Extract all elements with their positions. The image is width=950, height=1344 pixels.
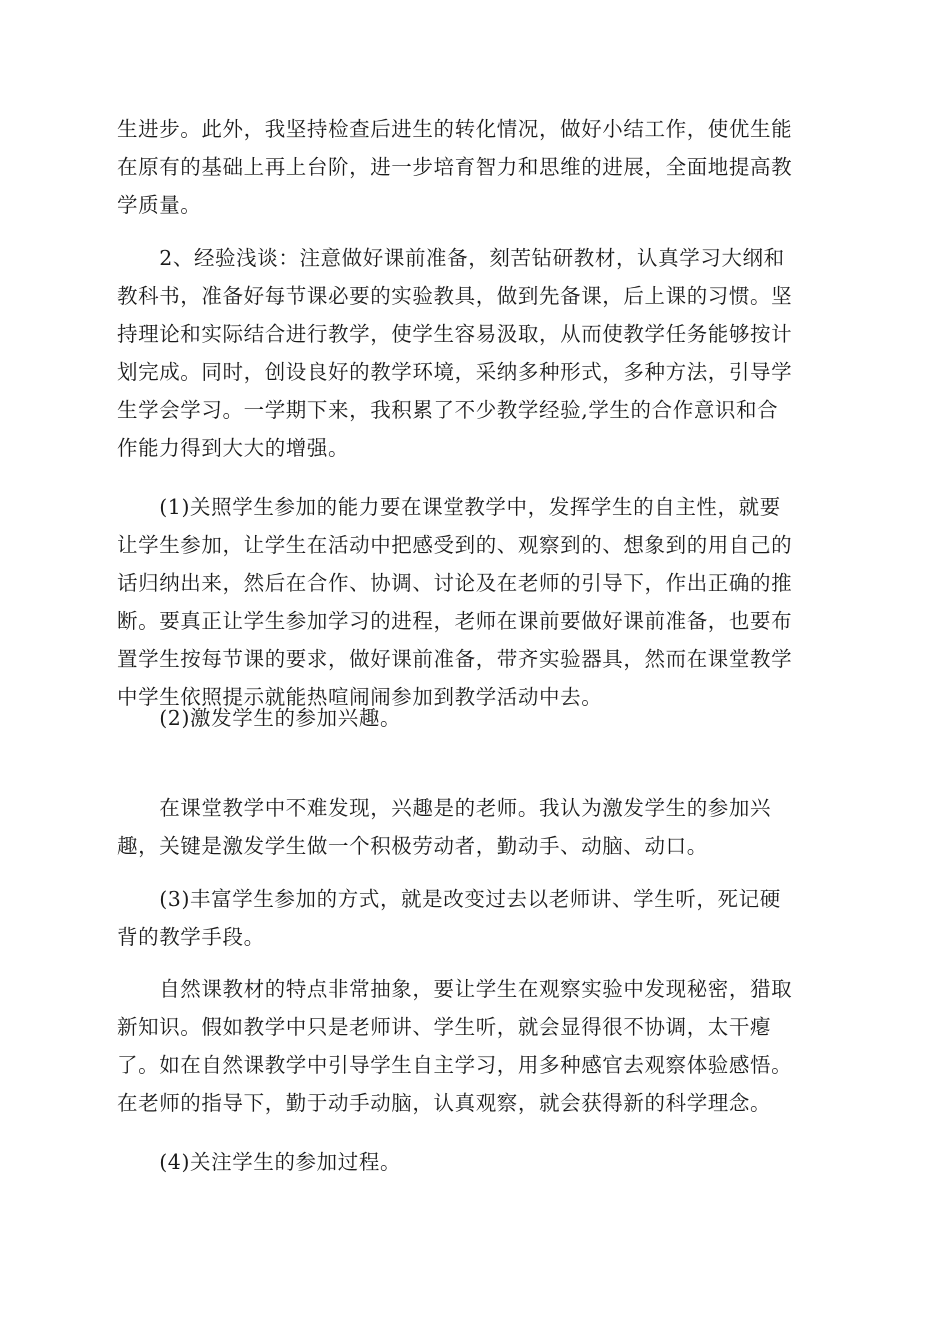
text-line: 话归纳出来，然后在合作、协调、讨论及在老师的引导下，作出正确的推 [117,571,793,595]
paragraph-natural-science [117,970,837,1122]
paragraph-interest [117,789,837,865]
text-line: (4)关注学生的参加过程。 [117,1150,402,1174]
text-line: (3)丰富学生参加的方式，就是改变过去以老师讲、学生听，死记硬 [117,887,781,911]
paragraph-item-2-heading [117,699,837,737]
text-line: 在老师的指导下，勤于动手动脑，认真观察，就会获得新的科学理念。 [117,1091,772,1115]
text-line: 持理论和实际结合进行教学，使学生容易汲取，从而使教学任务能够按计 [117,322,793,346]
text-line: (1)关照学生参加的能力要在课堂教学中，发挥学生的自主性，就要 [117,495,781,519]
text-line: 生学会学习。一学期下来，我积累了不少教学经验,学生的合作意识和合 [117,398,779,422]
text-line: 了。如在自然课教学中引导学生自主学习，用多种感官去观察体验感悟。 [117,1053,793,1077]
text-line: 断。要真正让学生参加学习的进程，老师在课前要做好课前准备，也要布 [117,609,793,633]
paragraph-progress-summary [117,110,837,224]
text-line: 生进步。此外，我坚持检查后进生的转化情况，做好小结工作，使优生能 [117,117,793,141]
text-line: 教科书，准备好每节课必要的实验教具，做到先备课，后上课的习惯。坚 [117,284,793,308]
paragraph-item-4-heading [117,1143,837,1181]
text-line: 在原有的基础上再上台阶，进一步培育智力和思维的进展，全面地提高教 [117,155,793,179]
text-line: 背的教学手段。 [117,925,265,949]
text-line: 置学生按每节课的要求，做好课前准备，带齐实验器具，然而在课堂教学 [117,647,793,671]
text-line: 趣，关键是激发学生做一个积极劳动者，勤动手、动脑、动口。 [117,834,708,858]
text-line: 2、经验浅谈：注意做好课前准备，刻苦钻研教材，认真学习大纲和 [117,246,785,270]
paragraph-experience [117,239,837,467]
text-line: 学质量。 [117,193,202,217]
paragraph-item-1 [117,488,837,716]
text-line: 作能力得到大大的增强。 [117,436,350,460]
text-line: 在课堂教学中不难发现，兴趣是的老师。我认为激发学生的参加兴 [117,796,772,820]
text-line: 新知识。假如教学中只是老师讲、学生听，就会显得很不协调，太干瘪 [117,1015,772,1039]
text-line: 自然课教材的特点非常抽象，要让学生在观察实验中发现秘密，猎取 [117,977,793,1001]
paragraph-item-3 [117,880,837,956]
text-line: 让学生参加，让学生在活动中把感受到的、观察到的、想象到的用自己的 [117,533,793,557]
text-line: (2)激发学生的参加兴趣。 [117,706,402,730]
text-line: 划完成。同时，创设良好的教学环境，采纳多种形式，多种方法，引导学 [117,360,793,384]
text-line: 中学生依照提示就能热喧闹闹参加到教学活动中去。 [117,685,603,709]
